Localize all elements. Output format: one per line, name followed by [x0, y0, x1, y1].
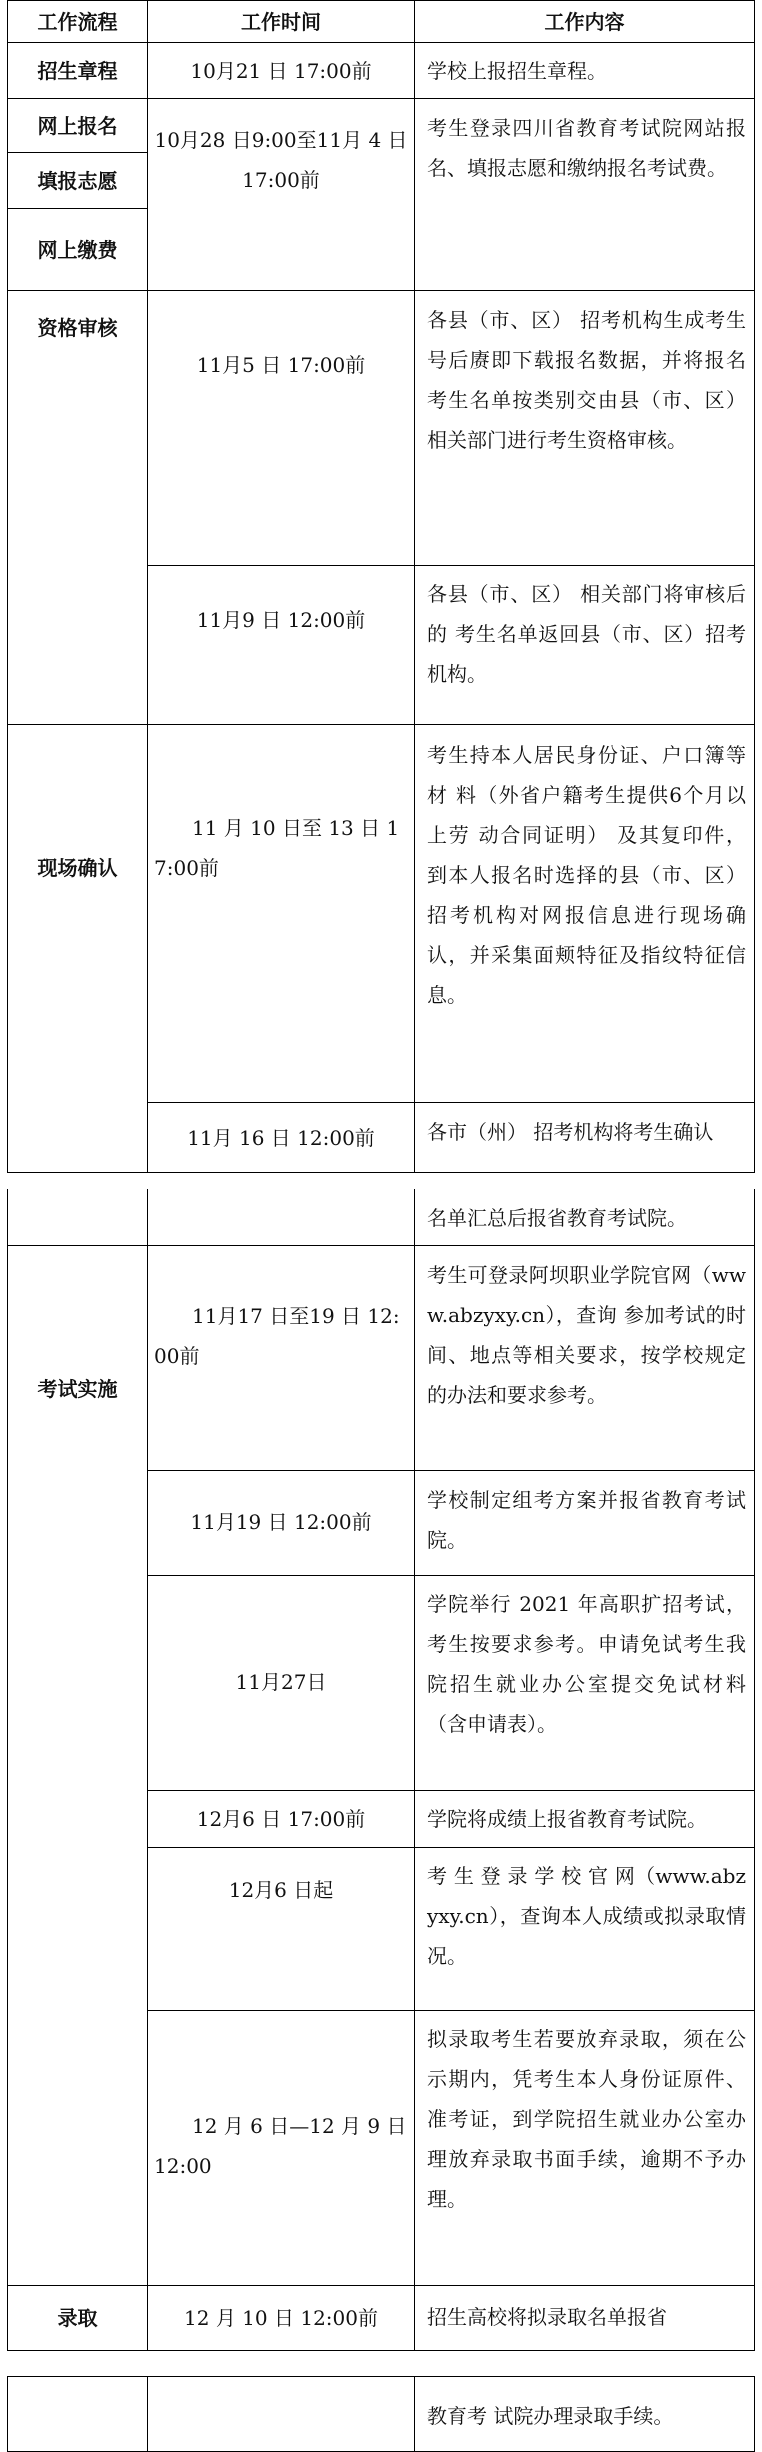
row-time: 12月6 日起 [228, 1878, 334, 1902]
row-time: 12月6 日 17:00前 [196, 1807, 366, 1831]
row-content: 考生持本人居民身份证、户口簿等材 料（外省户籍考生提供6个月以上劳 动合同证明） 及其复印件， 到本人报名时选择的县（市、区）招考机构对网报信息进行现场确认，并采集面颊特征及指纹特征信息。 [427, 743, 746, 1007]
row-time: 11月 16 日 12:00前 [187, 1125, 375, 1150]
row-content: 考生可登录阿坝职业学院官网（www.abzyxy.cn），查询 参加考试的时间、地点等相关要求，按学校规定的办法和要求参考。 [427, 1263, 746, 1407]
row-content: 学校上报招生章程。 [427, 59, 607, 83]
row-content: 名单汇总后报省教育考试院。 [427, 1206, 687, 1230]
stage-online-registration: 网上报名 [37, 113, 118, 138]
stage-online-payment: 网上缴费 [37, 237, 118, 262]
stage-onsite-confirmation: 现场确认 [37, 856, 118, 880]
row-content: 招生高校将拟录取名单报省 [427, 2305, 667, 2329]
row-time: 11月5 日 17:00前 [196, 353, 366, 377]
stage-qualification-review: 资格审核 [37, 316, 118, 340]
row-time: 11月17 日至19 日 12:00前 [154, 1304, 400, 1368]
stage-exam-implementation: 考试实施 [37, 1377, 118, 1401]
row-content: 教育考 试院办理录取手续。 [427, 2404, 674, 2428]
row-content: 考生登录四川省教育考试院网站报 名、填报志愿和缴纳报名考试费。 [427, 116, 746, 180]
header-process: 工作流程 [37, 9, 118, 34]
row-content: 学院举行 2021 年高职扩招考试，考生按要求参考。申请免试考生我院招生就业办公室提交免试材料（含申请表）。 [427, 1592, 746, 1736]
header-content: 工作内容 [544, 9, 625, 34]
stage-admission: 录取 [57, 2306, 98, 2330]
row-content: 各市（州） 招考机构将考生确认 [427, 1120, 714, 1144]
row-time: 11 月 10 日至 13 日 17:00前 [154, 816, 400, 880]
stage-charter: 招生章程 [37, 58, 118, 83]
row-time: 10月21 日 17:00前 [190, 58, 372, 83]
row-content: 考 生 登 录 学 校 官 网（www.abzyxy.cn），查询本人成绩或拟录取情况。 [427, 1864, 746, 1968]
row-time [148, 1190, 414, 1245]
row-content: 各县（市、区） 招考机构生成考生号后赓即下载报名数据，并将报名考生名单按类别交由县（市、区） 相关部门进行考生资格审核。 [427, 308, 746, 452]
stage-fill-wishes: 填报志愿 [37, 168, 118, 193]
row-content: 各县（市、区） 相关部门将审核后的 考生名单返回县（市、区）招考机构。 [427, 582, 746, 686]
row-content: 学院将成绩上报省教育考试院。 [427, 1807, 707, 1831]
row-content: 拟录取考生若要放弃录取，须在公示期内，凭考生本人身份证原件、准考证，到学院招生就业办公室办理放弃录取书面手续，逾期不予办理。 [427, 2027, 746, 2211]
row-time: 12 月 6 日—12 月 9 日 12:00 [154, 2114, 407, 2178]
row-time: 11月19 日 12:00前 [190, 1510, 372, 1534]
row-time: 12 月 10 日 12:00前 [184, 2306, 378, 2330]
header-time: 工作时间 [241, 9, 321, 34]
row-time: 11月9 日 12:00前 [196, 608, 366, 632]
row-time [148, 2377, 414, 2451]
row-time: 11月27日 [235, 1670, 327, 1694]
row-time: 10月28 日9:00至11月 4 日 17:00前 [154, 128, 408, 192]
row-content: 学校制定组考方案并报省教育考试院。 [427, 1488, 746, 1552]
